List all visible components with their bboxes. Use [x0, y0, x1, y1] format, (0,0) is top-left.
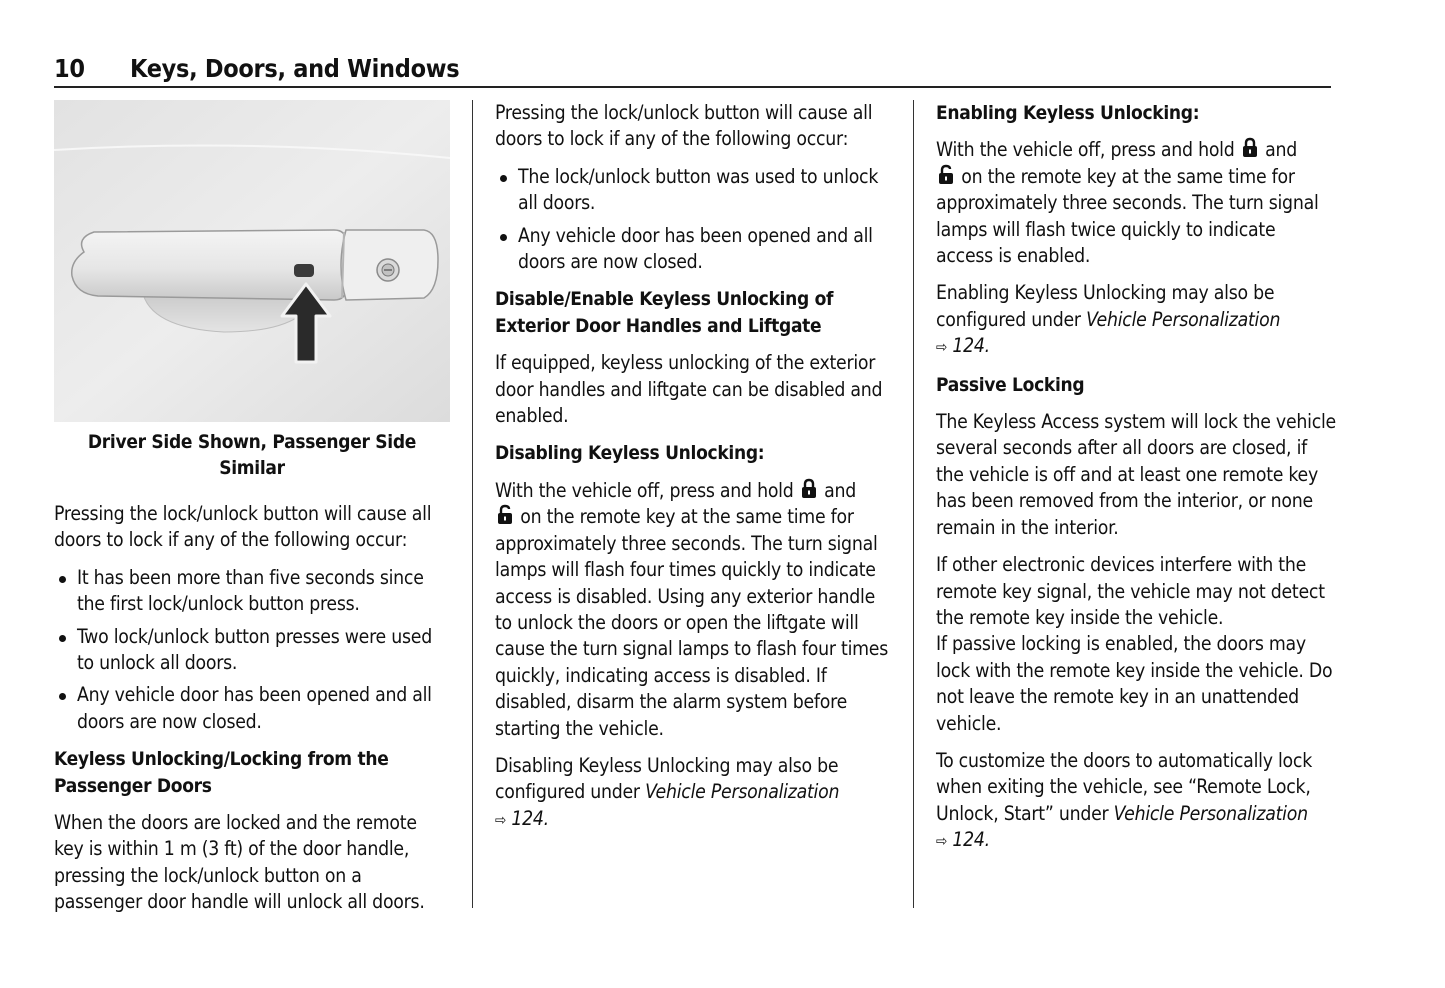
page-title: Keys, Doors, and Windows: [130, 54, 460, 83]
column-divider: [472, 100, 473, 908]
figure-caption: Driver Side Shown, Passenger Side Similar: [87, 431, 417, 479]
right-customize: To customize the doors to automatically lock when exiting the vehicle, see “Remote Lock, Unlock, Start” under Vehicle Personalization ⇨ 124.: [936, 748, 1312, 852]
unlock-icon: [497, 504, 513, 526]
list-item: The lock/unlock button was used to unlock all doors.: [495, 164, 895, 217]
page-header: [54, 52, 1331, 88]
mid-config: Disabling Keyless Unlocking may also be configured under Vehicle Personalization ⇨ 124.: [495, 753, 840, 830]
section-heading: Disable/Enable Keyless Unlocking of Exterior Door Handles and Liftgate: [495, 288, 834, 337]
mid-para-equipped: If equipped, keyless unlocking of the exterior door handles and liftgate can be disabled and enabled.: [495, 351, 883, 428]
page-reference[interactable]: 124.: [952, 828, 990, 852]
section-heading: Enabling Keyless Unlocking:: [936, 102, 1200, 124]
column-divider: [913, 100, 914, 908]
mid-bullet-list: [495, 164, 895, 276]
left-intro: Pressing the lock/unlock button will cause all doors to lock if any of the following occur:: [54, 502, 432, 552]
page-ref-arrow-icon: ⇨: [936, 832, 948, 851]
section-heading: Keyless Unlocking/Locking from the Passenger Doors: [54, 748, 389, 797]
left-column: [54, 100, 450, 927]
list-item: Any vehicle door has been opened and all doors are now closed.: [495, 223, 895, 276]
section-heading: Passive Locking: [936, 373, 1085, 396]
cross-reference[interactable]: Vehicle Personalization: [1113, 801, 1308, 825]
left-bullet-list: [54, 565, 450, 735]
page-ref-arrow-icon: ⇨: [936, 338, 948, 357]
page-ref-arrow-icon: ⇨: [495, 810, 507, 829]
cross-reference[interactable]: Vehicle Personalization: [645, 780, 840, 804]
door-handle-figure: [54, 100, 450, 422]
right-interfere-2: If passive locking is enabled, the doors may lock with the remote key inside the vehicle. Do not leave the remote key in an unattended vehicle.: [936, 632, 1333, 735]
unlock-icon: [938, 164, 954, 186]
lock-icon: [801, 478, 817, 500]
door-handle-illustration: [54, 100, 450, 422]
left-body: When the doors are locked and the remote key is within 1 m (3 ft) of the door handle, pressing the lock/unlock button on a passenger door handle will unlock all doors.: [54, 811, 425, 914]
page-reference[interactable]: 124.: [952, 334, 990, 358]
lock-icon: [1242, 137, 1258, 159]
mid-intro: Pressing the lock/unlock button will cause all doors to lock if any of the following occur:: [495, 101, 873, 151]
section-heading: Disabling Keyless Unlocking:: [495, 442, 765, 465]
list-item: It has been more than five seconds since the first lock/unlock button press.: [54, 565, 450, 618]
right-config: Enabling Keyless Unlocking may also be configured under Vehicle Personalization ⇨ 124.: [936, 281, 1281, 358]
cross-reference[interactable]: Vehicle Personalization: [1086, 307, 1281, 331]
list-item: Any vehicle door has been opened and all doors are now closed.: [54, 682, 450, 735]
middle-column: [495, 100, 895, 844]
list-item: Two lock/unlock button presses were used to unlock all doors.: [54, 624, 450, 677]
right-column: [936, 100, 1336, 866]
mid-hold-instructions: With the vehicle off, press and hold and on the remote key at the same time for approximately three seconds. The turn signal lamps will flash four times quickly to indicate access is disabled. Using any exterior handle to unlock the doors or open the liftgate will cause the turn signal lamps to flash four times quickly, indicating access is disabled. If disabled, disarm the alarm system before starting the vehicle.: [495, 478, 889, 740]
right-interfere-1: If other electronic devices interfere with the remote key signal, the vehicle may not detect the remote key inside the vehicle.: [936, 553, 1325, 629]
right-passive: The Keyless Access system will lock the vehicle several seconds after all doors are closed, if the vehicle is off and at least one remote key has been removed from the interior, or none remain in the interior.: [936, 410, 1336, 539]
page-reference[interactable]: 124.: [511, 806, 549, 830]
page-number: 10: [54, 54, 85, 83]
right-hold-instructions: With the vehicle off, press and hold and on the remote key at the same time for approximately three seconds. The turn signal lamps will flash twice quickly to indicate access is enabled.: [936, 138, 1319, 268]
